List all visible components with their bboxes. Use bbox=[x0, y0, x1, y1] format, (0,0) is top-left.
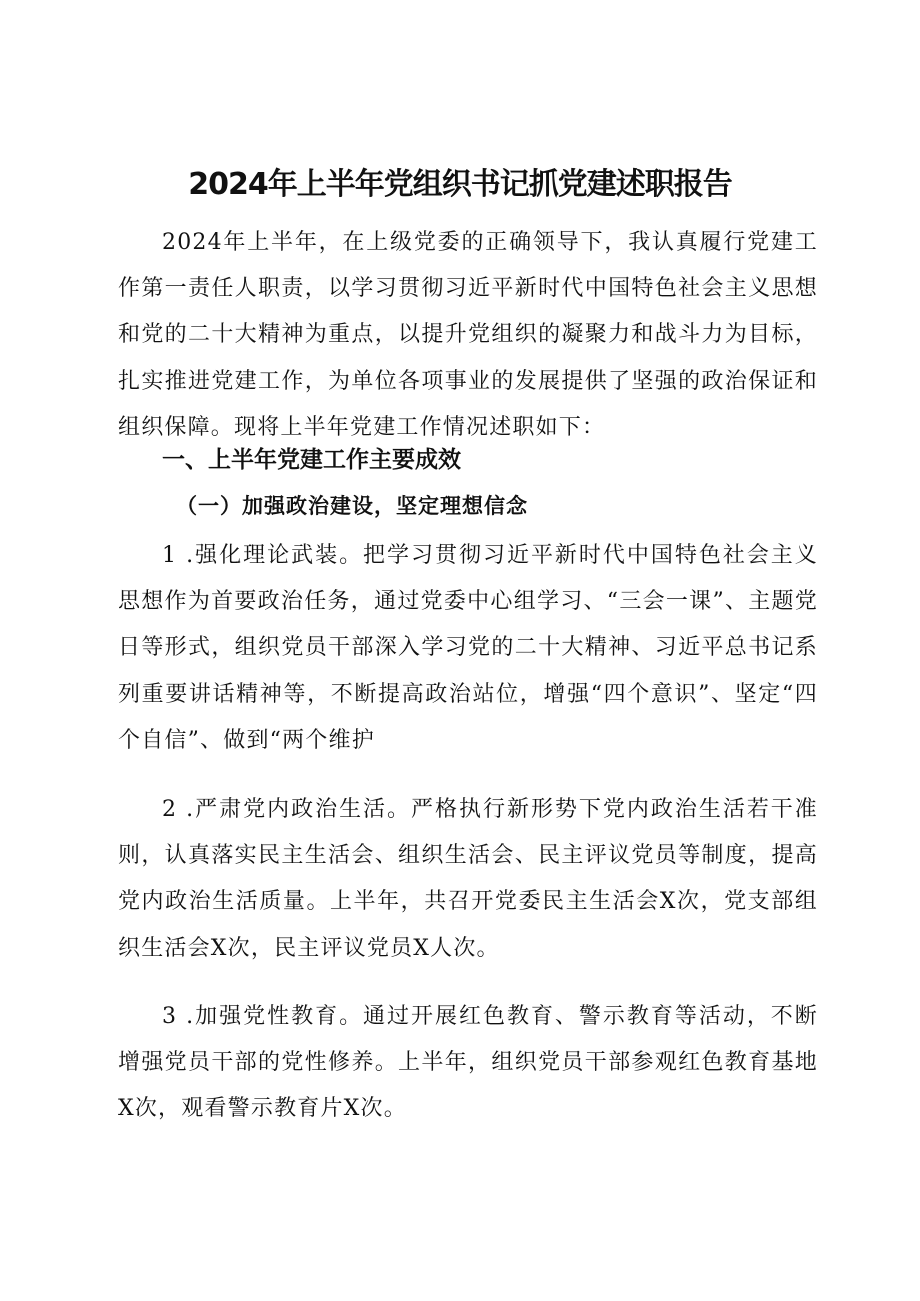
item-paragraph-3: 3 .加强党性教育。通过开展红色教育、警示教育等活动，不断增强党员干部的党性修养。上半年，组织党员干部参观红色教育基地X次，观看警示教育片X次。 bbox=[118, 1004, 818, 1122]
item-paragraph-2: 2 .严肃党内政治生活。严格执行新形势下党内政治生活若干准则，认真落实民主生活会、组织生活会、民主评议党员等制度，提高党内政治生活质量。上半年，共召开党委民主生活会X次，党支部组织生活会X次，民主评议党员X人次。 bbox=[118, 797, 818, 961]
section-heading: 一、上半年党建工作主要成效 bbox=[162, 447, 461, 473]
subsection-heading: （一）加强政治建设，坚定理想信念 bbox=[176, 493, 528, 518]
document-title: 2024年上半年党组织书记抓党建述职报告 bbox=[188, 167, 732, 202]
item-paragraph-1: 1 .强化理论武装。把学习贯彻习近平新时代中国特色社会主义思想作为首要政治任务，通过党委中心组学习、“三会一课”、主题党日等形式，组织党员干部深入学习党的二十大精神、习近平总书记系列重要讲话精神等，不断提高政治站位，增强“四个意识”、坚定“四个自信”、做到“两个维护 bbox=[118, 543, 818, 753]
intro-paragraph: 2024年上半年，在上级党委的正确领导下，我认真履行党建工作第一责任人职责，以学习贯彻习近平新时代中国特色社会主义思想和党的二十大精神为重点，以提升党组织的凝聚力和战斗力为目标，扎实推进党建工作，为单位各项事业的发展提供了坚强的政治保证和组织保障。现将上半年党建工作情况述职如下： bbox=[118, 230, 818, 440]
